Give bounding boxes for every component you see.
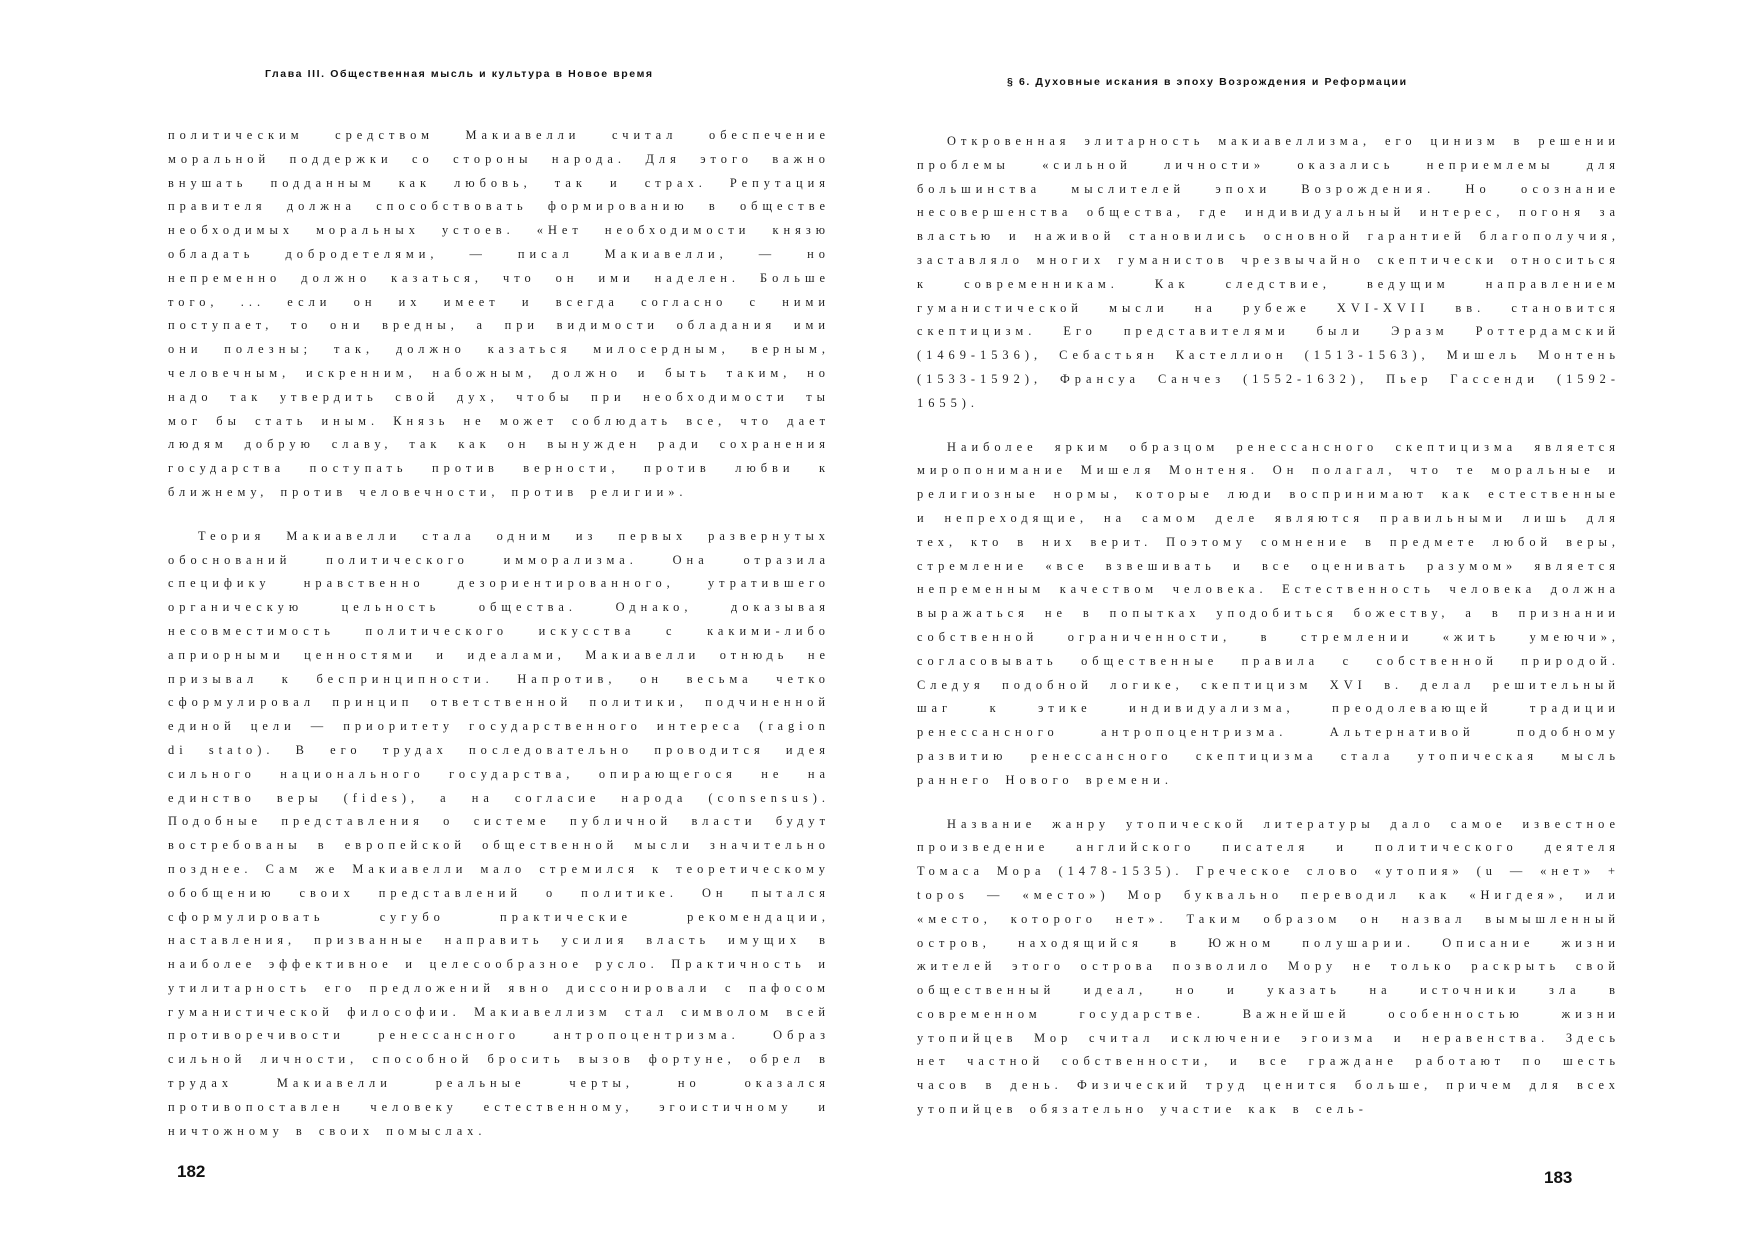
right-paragraph-1: Откровенная элитарность макиавеллизма, его цинизм в решении проблемы «сильной личности» оказались неприемлемы для большинства мыслителей эпохи Возрождения. Но осознание несовершенства общества, где индивидуальный интерес, погоня за властью и наживой становились основной гарантией благополучия, заставляло многих гуманистов чрезвычайно скептически относиться к современникам. Как следствие, ведущим направлением гуманистической мысли на рубеже XVI-XVII вв. становится скептицизм. Его представителями были Эразм Роттердамский (1469-1536), Себастьян Кастеллион (1513-1563), Мишель Монтень (1533-1592), Франсуа Санчез (1552-1632), Пьер Гассенди (1592-1655). [917,134,1620,410]
right-paragraph-2: Наиболее ярким образцом ренессансного скептицизма является миропонимание Мишеля Монтеня. Он полагал, что те моральные и религиозные нормы, которые люди воспринимают как естественные и непреходящие, на самом деле являются правильными лишь для тех, кто в них верит. Поэтому сомнение в предмете любой веры, стремление «все взвешивать и все оценивать разумом» является непременным качеством человека. Естественность человека должна выражаться не в попытках уподобиться божеству, а в признании собственной ограниченности, в стремлении «жить умеючи», согласовывать общественные правила с собственной природой. Следуя подобной логике, скептицизм XVI в. делал решительный шаг к этике индивидуализма, преодолевающей традиции ренессансного антропоцентризма. Альтернативой подобному развитию ренессансного скептицизма стала утопическая мысль раннего Нового времени. [917,439,1620,787]
left-paragraph-1: политическим средством Макиавелли считал обеспечение моральной поддержки со стороны народа. Для этого важно внушать подданным как любовь, так и страх. Репутация правителя должна способствовать формированию в обществе необходимых моральных устоев. «Нет необходимости князю обладать добродетелями, — писал Макиавелли, — но непременно должно казаться, что он ими наделен. Больше того, ... если он их имеет и всегда согласно с ними поступает, то они вредны, а при видимости обладания ими они полезны; так, должно казаться милосердным, верным, человечным, искренним, набожным, должно и быть таким, но надо так утвердить свой дух, чтобы при необходимости ты мог бы стать иным. Князь не может соблюдать все, что дает людям добрую славу, так как он вынужден ради сохранения государства поступать против верности, против любви к ближнему, против человечности, против религии». [168,128,830,499]
left-page-number: 182 [177,1162,206,1181]
left-paragraph-2: Теория Макиавелли стала одним из первых развернутых обоснований политического имморализма. Она отразила специфику нравственно дезориентированного, утратившего органическую цельность общества. Однако, доказывая несовместимость политического искусства с какими-либо априорными ценностями и идеалами, Макиавелли отнюдь не призывал к беспринципности. Напротив, он весьма четко сформулировал принцип ответственной политики, подчиненной единой цели — приоритету государственного интереса (ragion di stato). В его трудах последовательно проводится идея сильного национального государства, опирающегося не на единство веры (fides), а на согласие народа (consensus). Подобные представления о системе публичной власти будут востребованы в европейской общественной мысли значительно позднее. Сам же Макиавелли мало стремился к теоретическому обобщению своих представлений о политике. Он пытался сформулировать сугубо практические рекомендации, наставления, призванные направить усилия власть имущих в наиболее эффективное и целесообразное русло. Практичность и утилитарность его предложений явно диссонировали с пафосом гуманистической философии. Макиавеллизм стал символом всей противоречивости ренессансного антропоцентризма. Образ сильной личности, способной бросить вызов фортуне, обрел в трудах Макиавелли реальные черты, но оказался противопоставлен человеку естественному, эгоистичному и ничтожному в своих помыслах. [168,528,830,1138]
right-page [877,0,1754,1239]
right-paragraph-3: Название жанру утопической литературы дало самое известное произведение английского писателя и политического деятеля Томаса Мора (1478-1535). Греческое слово «утопия» (u — «нет» + topos — «место») Мор буквально переводил как «Нигдея», или «место, которого нет». Таким образом он назвал вымышленный остров, находящийся в Южном полушарии. Описание жизни жителей этого острова позволило Мору не только раскрыть свой общественный идеал, но и указать на источники зла в современном государстве. Важнейшей особенностью жизни утопийцев Мор считал исключение эгоизма и неравенства. Здесь нет частной собственности, и все граждане работают по шесть часов в день. Физический труд ценится больше, причем для всех утопийцев обязательно участие как в сель- [917,816,1620,1117]
left-running-head: Глава III. Общественная мысль и культура в Новое время [265,68,654,80]
right-page-number: 183 [1544,1168,1573,1187]
right-text-block [917,130,1620,1142]
left-text-block [168,124,830,1163]
right-running-head: § 6. Духовные искания в эпоху Возрождения и Реформации [1007,76,1408,88]
